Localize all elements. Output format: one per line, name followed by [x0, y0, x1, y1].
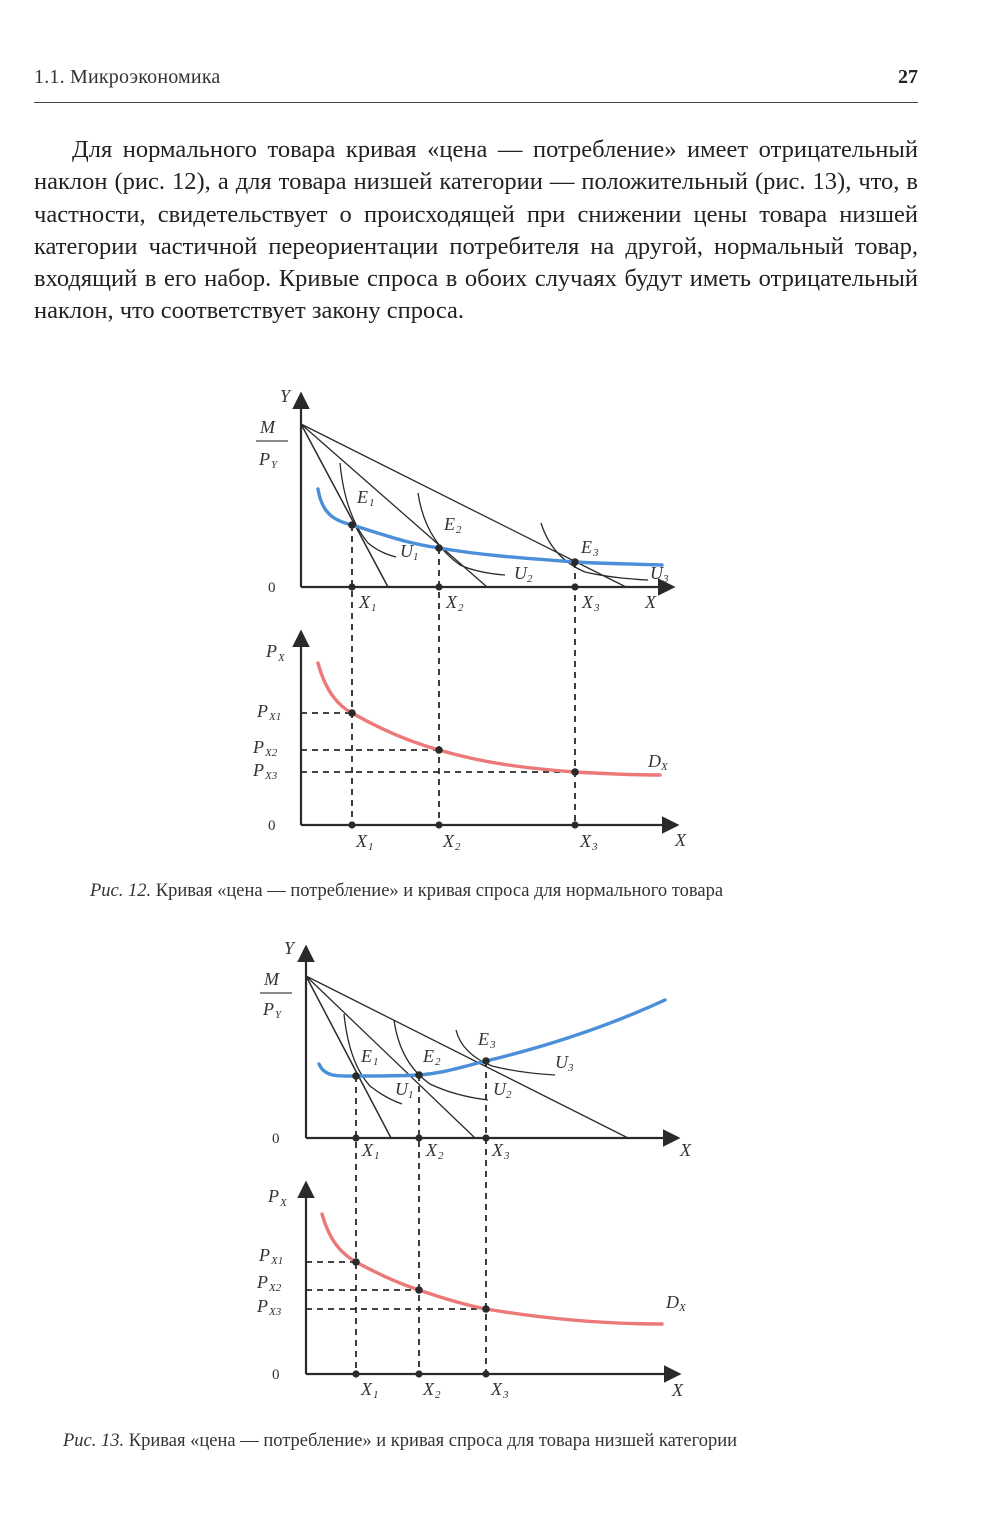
top-origin-label: 0 [268, 580, 276, 596]
bottom-x2-sub: 2 [435, 1389, 441, 1401]
u3-label: U [650, 563, 663, 583]
e1-sub: 1 [373, 1056, 379, 1068]
top-x3-sub: 3 [594, 602, 600, 614]
bottom-x1-point [348, 821, 355, 828]
indifference-curve-u2 [418, 493, 505, 575]
intercept-denominator-sub: Y [275, 1009, 282, 1021]
px3-sub: X3 [269, 1306, 282, 1318]
running-head [34, 66, 918, 96]
u3-label: U [555, 1052, 568, 1072]
intercept-denominator-sub: Y [271, 459, 278, 471]
px1-sub: X1 [271, 1255, 284, 1267]
demand-label: D [666, 1292, 679, 1312]
e2-sub: 2 [456, 524, 462, 536]
bottom-x3-sub: 3 [592, 841, 598, 853]
top-x-axis-label: X [680, 1140, 691, 1160]
bottom-x3-point [482, 1370, 489, 1377]
bottom-x2-sub: 2 [455, 841, 461, 853]
intercept-numerator: M [260, 417, 275, 437]
bottom-x3-label: X [580, 831, 591, 851]
figure-12-diagram [0, 375, 1000, 865]
bottom-x3-point [571, 821, 578, 828]
px1-label: P [257, 701, 268, 721]
header-rule [34, 102, 918, 103]
top-x2-label: X [446, 592, 457, 612]
demand-curve [318, 663, 660, 775]
budget-line-3 [306, 976, 628, 1138]
top-x3-label: X [492, 1140, 503, 1160]
demand-point-1 [352, 1258, 360, 1266]
px3-label: P [257, 1296, 268, 1316]
bottom-x1-sub: 1 [368, 841, 374, 853]
bottom-y-axis-label: P [268, 1186, 279, 1206]
e1-sub: 1 [369, 497, 375, 509]
bottom-y-axis-sub: X [278, 652, 285, 664]
indifference-curve-u1 [340, 463, 396, 557]
demand-point-1 [348, 709, 356, 717]
bottom-origin-label: 0 [268, 818, 276, 834]
u2-label: U [514, 563, 527, 583]
top-x1-sub: 1 [374, 1150, 380, 1162]
e2-sub: 2 [435, 1056, 441, 1068]
top-x1-label: X [362, 1140, 373, 1160]
px3-sub: X3 [265, 770, 278, 782]
u1-sub: 1 [408, 1089, 414, 1101]
demand-label: D [648, 751, 661, 771]
u1-sub: 1 [413, 551, 419, 563]
figure-12-caption [90, 881, 723, 902]
px2-sub: X2 [269, 1282, 282, 1294]
page-number: 27 [898, 66, 918, 88]
figure-12-caption-text: Кривая «цена — потребление» и кривая спроса для нормального товара [155, 881, 724, 901]
px2-label: P [253, 737, 264, 757]
bottom-x2-label: X [443, 831, 454, 851]
figure-13-caption-number: Рис. 13. [63, 1431, 125, 1451]
px2-sub: X2 [265, 747, 278, 759]
figure-12-caption-number: Рис. 12. [90, 881, 152, 901]
demand-point-2 [435, 746, 443, 754]
e3-label: E [581, 537, 592, 557]
demand-sub: X [661, 761, 668, 773]
running-head-section: 1.1. Микроэкономика [34, 66, 221, 88]
budget-line-1 [301, 424, 388, 587]
e1-label: E [357, 487, 368, 507]
figure-13-caption-text: Кривая «цена — потребление» и кривая спроса для товара низшей категории [128, 1431, 738, 1451]
indifference-curve-u3 [456, 1030, 555, 1075]
body-paragraph: Для нормального товара кривая «цена — потребление» имеет отрицательный наклон (рис. 12), а для товара низшей категории — положительный (рис. 13), что, в частности, свидетельствует о происходящей при снижении цены товара низшей категории частичной переориентации потребителя на другой, нормальный товар, входящий в его набор. Кривые спроса в обоих случаях будут иметь отрицательный наклон, что соответствует закону спроса. [34, 136, 918, 325]
u3-sub: 3 [568, 1062, 574, 1074]
intercept-denominator: P [263, 999, 274, 1019]
bottom-x2-label: X [423, 1379, 434, 1399]
e2-label: E [444, 514, 455, 534]
bottom-x-axis-label: X [672, 1380, 683, 1400]
top-y-axis-label: Y [284, 938, 295, 958]
bottom-x3-sub: 3 [503, 1389, 509, 1401]
e2-label: E [423, 1046, 434, 1066]
figure-13-diagram [0, 928, 1000, 1418]
top-origin-label: 0 [272, 1131, 280, 1147]
top-x1-label: X [359, 592, 370, 612]
u2-label: U [493, 1079, 506, 1099]
top-x2-sub: 2 [458, 602, 464, 614]
bottom-x2-point [435, 821, 442, 828]
intercept-denominator: P [259, 449, 270, 469]
top-y-axis-label: Y [280, 386, 291, 406]
top-x1-sub: 1 [371, 602, 377, 614]
u2-sub: 2 [527, 573, 533, 585]
demand-sub: X [679, 1302, 686, 1314]
bottom-x3-label: X [491, 1379, 502, 1399]
top-x3-sub: 3 [504, 1150, 510, 1162]
bottom-y-axis-label: P [266, 641, 277, 661]
bottom-x1-point [352, 1370, 359, 1377]
e3-sub: 3 [593, 547, 599, 559]
demand-point-3 [571, 768, 579, 776]
e1-label: E [361, 1046, 372, 1066]
bottom-x1-label: X [361, 1379, 372, 1399]
u2-sub: 2 [506, 1089, 512, 1101]
top-x2-label: X [426, 1140, 437, 1160]
demand-point-2 [415, 1286, 423, 1294]
bottom-y-axis-sub: X [280, 1197, 287, 1209]
u3-sub: 3 [663, 573, 669, 585]
bottom-x-axis-label: X [675, 830, 686, 850]
px3-label: P [253, 760, 264, 780]
top-x-axis-label: X [645, 592, 656, 612]
bottom-x1-sub: 1 [373, 1389, 379, 1401]
bottom-x2-point [415, 1370, 422, 1377]
demand-point-3 [482, 1305, 490, 1313]
u1-label: U [400, 541, 413, 561]
px1-label: P [259, 1245, 270, 1265]
top-x2-sub: 2 [438, 1150, 444, 1162]
budget-line-2 [301, 424, 487, 587]
px2-label: P [257, 1272, 268, 1292]
u1-label: U [395, 1079, 408, 1099]
px1-sub: X1 [269, 711, 282, 723]
e3-label: E [478, 1029, 489, 1049]
demand-curve [322, 1214, 662, 1324]
intercept-numerator: M [264, 969, 279, 989]
top-x3-label: X [582, 592, 593, 612]
bottom-origin-label: 0 [272, 1367, 280, 1383]
budget-line-2 [306, 976, 475, 1138]
bottom-x1-label: X [356, 831, 367, 851]
e3-sub: 3 [490, 1039, 496, 1051]
figure-13-caption [63, 1431, 737, 1452]
